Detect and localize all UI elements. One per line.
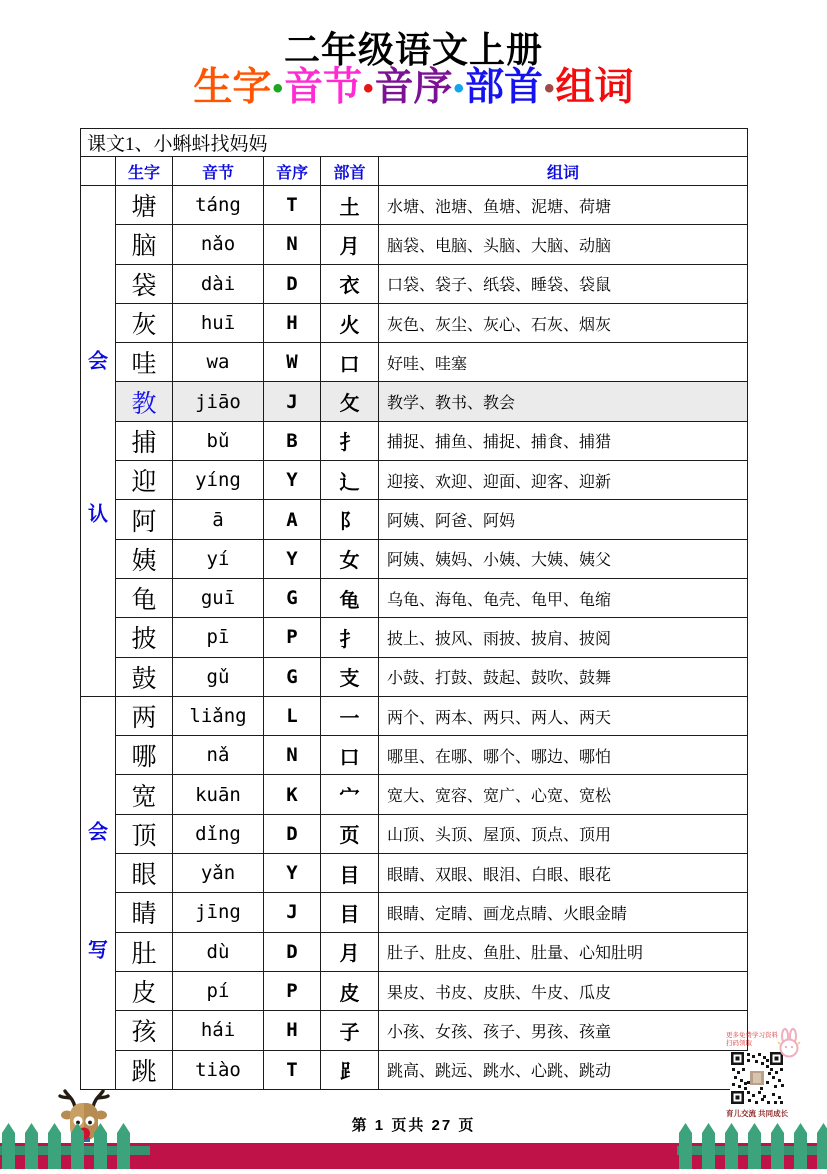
radical-cell: ⻊ — [321, 1050, 379, 1089]
pinyin-cell: dài — [173, 264, 264, 303]
initial-cell: J — [264, 382, 321, 421]
char-row — [81, 186, 748, 225]
words-cell: 阿姨、阿爸、阿妈 — [379, 500, 748, 539]
words-cell: 披上、披风、雨披、披肩、披阅 — [379, 618, 748, 657]
group-label-hui-ren — [81, 186, 116, 697]
initial-cell: Y — [264, 854, 321, 893]
words-cell: 迎接、欢迎、迎面、迎客、迎新 — [379, 461, 748, 500]
pinyin-cell: pī — [173, 618, 264, 657]
radical-cell: 口 — [321, 343, 379, 382]
pinyin-cell: ā — [173, 500, 264, 539]
char-cell: 姨 — [116, 539, 173, 578]
radical-cell: 土 — [321, 186, 379, 225]
char-cell: 鼓 — [116, 657, 173, 696]
initial-cell: G — [264, 578, 321, 617]
pinyin-cell: nǎ — [173, 736, 264, 775]
char-row — [81, 1011, 748, 1050]
qr-promo-block — [726, 1032, 806, 1119]
radical-cell: 宀 — [321, 775, 379, 814]
char-row — [81, 696, 748, 735]
initial-cell: N — [264, 736, 321, 775]
initial-cell: B — [264, 421, 321, 460]
pinyin-cell: gǔ — [173, 657, 264, 696]
initial-cell: Y — [264, 539, 321, 578]
column-header-0: 生字 — [116, 157, 173, 186]
radical-cell: 辶 — [321, 461, 379, 500]
char-cell: 眼 — [116, 854, 173, 893]
initial-cell: H — [264, 303, 321, 342]
initial-cell: D — [264, 814, 321, 853]
subtitle-word: 音序 — [374, 66, 453, 109]
words-cell: 阿姨、姨妈、小姨、大姨、姨父 — [379, 539, 748, 578]
char-row — [81, 303, 748, 342]
radical-cell: 阝 — [321, 500, 379, 539]
words-cell: 好哇、哇塞 — [379, 343, 748, 382]
radical-cell: 子 — [321, 1011, 379, 1050]
char-table-body — [81, 129, 748, 1090]
words-cell: 果皮、书皮、皮肤、牛皮、瓜皮 — [379, 971, 748, 1010]
initial-cell: D — [264, 264, 321, 303]
group-label-char: 会 — [88, 821, 108, 844]
words-cell: 水塘、池塘、鱼塘、泥塘、荷塘 — [379, 186, 748, 225]
radical-cell: 火 — [321, 303, 379, 342]
char-row — [81, 539, 748, 578]
initial-cell: N — [264, 225, 321, 264]
column-header-4: 组词 — [379, 157, 748, 186]
radical-cell: 目 — [321, 854, 379, 893]
words-cell: 小孩、女孩、孩子、男孩、孩童 — [379, 1011, 748, 1050]
char-row — [81, 893, 748, 932]
pinyin-cell: bǔ — [173, 421, 264, 460]
char-cell: 肚 — [116, 932, 173, 971]
page-number: 第 1 页共 27 页 — [351, 1117, 476, 1134]
char-cell: 哪 — [116, 736, 173, 775]
char-cell: 迎 — [116, 461, 173, 500]
initial-cell: P — [264, 618, 321, 657]
char-row — [81, 1050, 748, 1089]
pinyin-cell: yí — [173, 539, 264, 578]
char-row — [81, 854, 748, 893]
words-cell: 教学、教书、教会 — [379, 382, 748, 421]
radical-cell: 目 — [321, 893, 379, 932]
char-cell: 皮 — [116, 971, 173, 1010]
radical-cell: 月 — [321, 225, 379, 264]
initial-cell: Y — [264, 461, 321, 500]
words-cell: 肚子、肚皮、鱼肚、肚量、心知肚明 — [379, 932, 748, 971]
char-cell: 睛 — [116, 893, 173, 932]
qr-promo-line1: 更多免费学习资料 — [726, 1032, 778, 1039]
char-cell: 两 — [116, 696, 173, 735]
initial-cell: W — [264, 343, 321, 382]
radical-cell: 一 — [321, 696, 379, 735]
character-table-wrapper — [80, 128, 748, 1090]
bunny-icon — [776, 1028, 802, 1063]
words-cell: 灰色、灰尘、灰心、石灰、烟灰 — [379, 303, 748, 342]
radical-cell: 月 — [321, 932, 379, 971]
initial-cell: D — [264, 932, 321, 971]
words-cell: 宽大、宽容、宽广、心宽、宽松 — [379, 775, 748, 814]
radical-cell: 扌 — [321, 421, 379, 460]
words-cell: 跳高、跳远、跳水、心跳、跳动 — [379, 1050, 748, 1089]
char-row — [81, 343, 748, 382]
char-cell: 孩 — [116, 1011, 173, 1050]
qr-promo-line2: 扫码领取 — [726, 1040, 752, 1047]
pinyin-cell: wa — [173, 343, 264, 382]
column-header-row — [81, 157, 748, 186]
pinyin-cell: dǐng — [173, 814, 264, 853]
pinyin-cell: nǎo — [173, 225, 264, 264]
pinyin-cell: jiāo — [173, 382, 264, 421]
words-cell: 山顶、头顶、屋顶、顶点、顶用 — [379, 814, 748, 853]
subtitle-word: 部首 — [465, 66, 544, 109]
char-cell: 阿 — [116, 500, 173, 539]
pinyin-cell: táng — [173, 186, 264, 225]
fence-right-icon — [677, 1121, 827, 1169]
char-row — [81, 578, 748, 617]
page-subtitle — [0, 66, 827, 111]
radical-cell: 衣 — [321, 264, 379, 303]
subtitle-dot: • — [544, 72, 555, 105]
char-cell: 顶 — [116, 814, 173, 853]
char-row — [81, 618, 748, 657]
initial-cell: T — [264, 186, 321, 225]
pinyin-cell: tiào — [173, 1050, 264, 1089]
pinyin-cell: pí — [173, 971, 264, 1010]
char-cell: 龟 — [116, 578, 173, 617]
char-cell: 灰 — [116, 303, 173, 342]
radical-cell: 攵 — [321, 382, 379, 421]
char-row — [81, 657, 748, 696]
subtitle-dot: • — [272, 72, 283, 105]
group-label-char: 写 — [88, 939, 108, 962]
fence-left-icon — [0, 1121, 150, 1169]
pinyin-cell: kuān — [173, 775, 264, 814]
char-cell: 塘 — [116, 186, 173, 225]
column-header-2: 音序 — [264, 157, 321, 186]
char-row — [81, 225, 748, 264]
radical-cell: 口 — [321, 736, 379, 775]
char-cell: 宽 — [116, 775, 173, 814]
char-row — [81, 932, 748, 971]
radical-cell: 支 — [321, 657, 379, 696]
initial-cell: L — [264, 696, 321, 735]
words-cell: 眼睛、双眼、眼泪、白眼、眼花 — [379, 854, 748, 893]
page-title: 二年级语文上册 — [283, 29, 543, 70]
words-cell: 小鼓、打鼓、鼓起、鼓吹、鼓舞 — [379, 657, 748, 696]
words-cell: 乌龟、海龟、龟壳、龟甲、龟缩 — [379, 578, 748, 617]
subtitle-word: 生字 — [193, 66, 272, 109]
radical-cell: 皮 — [321, 971, 379, 1010]
initial-cell: P — [264, 971, 321, 1010]
lesson-title-row — [81, 129, 748, 157]
initial-cell: J — [264, 893, 321, 932]
char-row — [81, 736, 748, 775]
words-cell: 捕捉、捕鱼、捕捉、捕食、捕猎 — [379, 421, 748, 460]
char-row — [81, 382, 748, 421]
pinyin-cell: yǎn — [173, 854, 264, 893]
qr-caption: 育儿交流 共同成长 — [726, 1109, 789, 1118]
group-label-char: 认 — [88, 503, 108, 526]
initial-cell: G — [264, 657, 321, 696]
char-row — [81, 421, 748, 460]
initial-cell: A — [264, 500, 321, 539]
character-table — [80, 128, 748, 1090]
pinyin-cell: jīng — [173, 893, 264, 932]
char-cell: 脑 — [116, 225, 173, 264]
char-cell: 披 — [116, 618, 173, 657]
pinyin-cell: dù — [173, 932, 264, 971]
char-cell: 跳 — [116, 1050, 173, 1089]
char-cell: 袋 — [116, 264, 173, 303]
subtitle-word: 组词 — [555, 66, 634, 109]
words-cell: 眼睛、定睛、画龙点睛、火眼金睛 — [379, 893, 748, 932]
pinyin-cell: hái — [173, 1011, 264, 1050]
group-label-char: 会 — [88, 350, 108, 373]
words-cell: 口袋、袋子、纸袋、睡袋、袋鼠 — [379, 264, 748, 303]
radical-cell: 龟 — [321, 578, 379, 617]
words-cell: 脑袋、电脑、头脑、大脑、动脑 — [379, 225, 748, 264]
char-row — [81, 264, 748, 303]
subtitle-dot: • — [362, 72, 374, 105]
pinyin-cell: yíng — [173, 461, 264, 500]
char-row — [81, 775, 748, 814]
char-row — [81, 814, 748, 853]
pinyin-cell: liǎng — [173, 696, 264, 735]
initial-cell: K — [264, 775, 321, 814]
column-header-3: 部首 — [321, 157, 379, 186]
initial-cell: T — [264, 1050, 321, 1089]
subtitle-dot: • — [453, 72, 465, 105]
char-row — [81, 461, 748, 500]
pinyin-cell: huī — [173, 303, 264, 342]
pinyin-cell: guī — [173, 578, 264, 617]
char-cell: 教 — [116, 382, 173, 421]
qr-promo-text — [726, 1032, 778, 1048]
column-header-empty — [81, 157, 116, 186]
lesson-title: 课文1、小蝌蚪找妈妈 — [81, 129, 748, 157]
radical-cell: 女 — [321, 539, 379, 578]
column-header-1: 音节 — [173, 157, 264, 186]
char-row — [81, 500, 748, 539]
radical-cell: 扌 — [321, 618, 379, 657]
subtitle-word: 音节 — [283, 66, 362, 109]
char-cell: 捕 — [116, 421, 173, 460]
group-label-hui-xie — [81, 696, 116, 1089]
words-cell: 两个、两本、两只、两人、两天 — [379, 696, 748, 735]
radical-cell: 页 — [321, 814, 379, 853]
words-cell: 哪里、在哪、哪个、哪边、哪怕 — [379, 736, 748, 775]
char-row — [81, 971, 748, 1010]
initial-cell: H — [264, 1011, 321, 1050]
char-cell: 哇 — [116, 343, 173, 382]
